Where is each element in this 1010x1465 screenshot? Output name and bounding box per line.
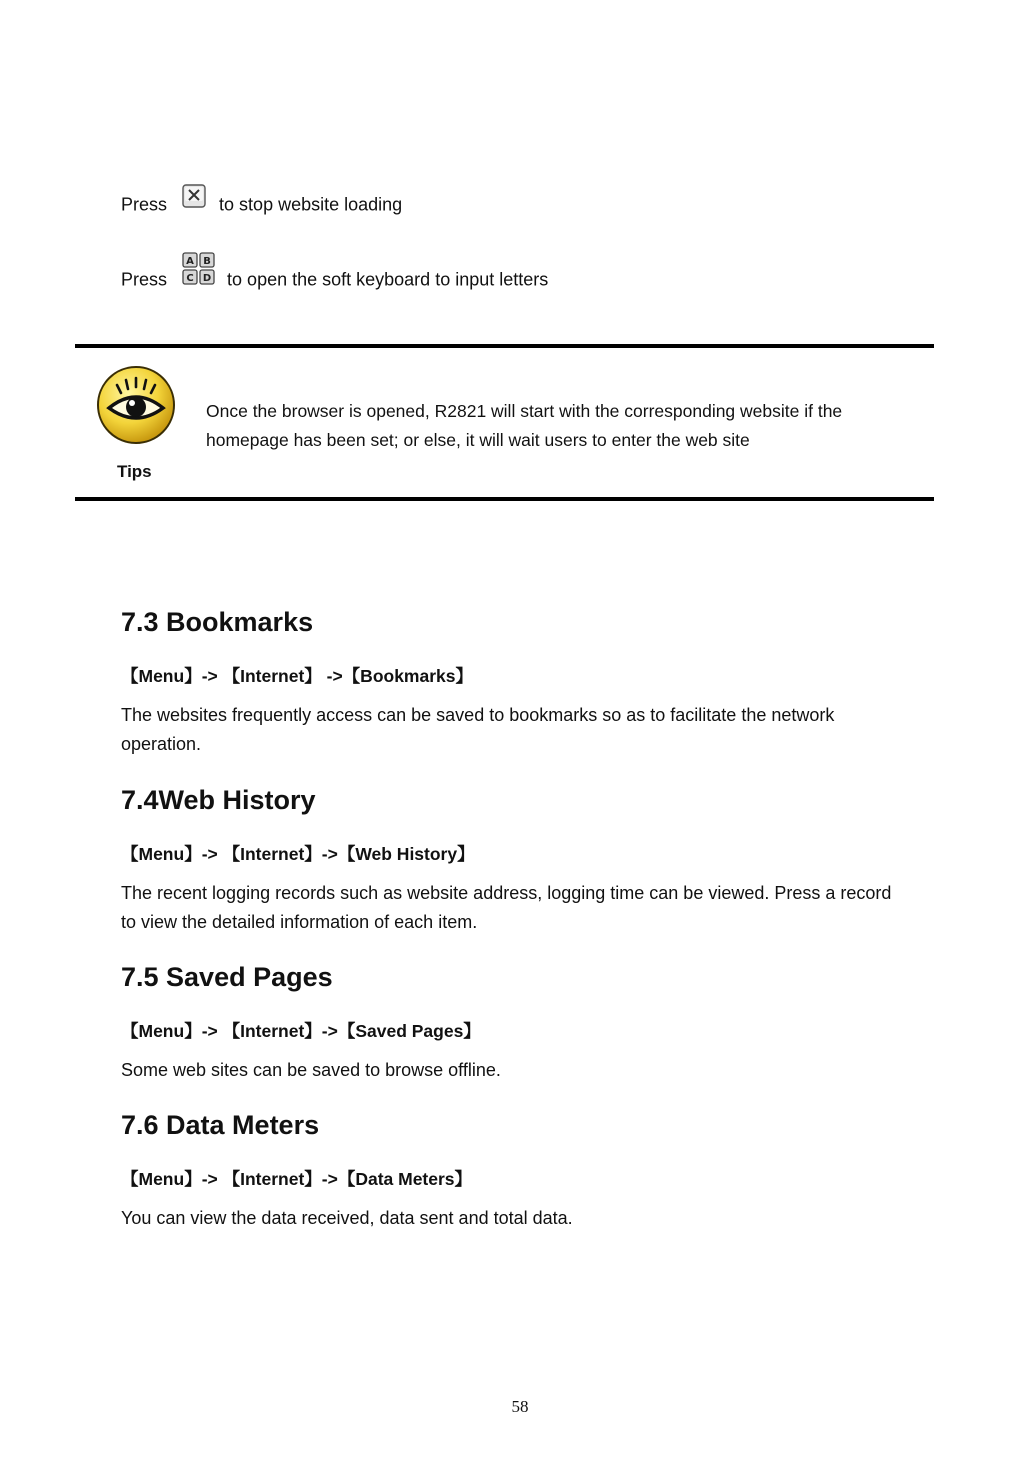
section-heading: 7.6 Data Meters <box>121 1110 320 1140</box>
tips-top-rule <box>75 344 934 348</box>
soft-keyboard-icon <box>182 252 216 291</box>
key-letter: D <box>202 273 212 284</box>
section-heading: 7.3 Bookmarks <box>121 607 314 637</box>
section-heading: 7.5 Saved Pages <box>121 962 333 992</box>
press-keyboard-prefix: Press <box>121 269 168 290</box>
section-body: You can view the data received, data sent and total data. <box>121 1208 573 1228</box>
eye-icon <box>95 364 177 446</box>
menu-path: 【Menu】-> 【Internet】 ->【Bookmarks】 <box>121 666 473 686</box>
page-number: 58 <box>511 1397 529 1416</box>
tips-label: Tips <box>117 462 152 481</box>
menu-path: 【Menu】-> 【Internet】->【Web History】 <box>121 844 475 864</box>
key-letter: C <box>186 273 194 284</box>
section-body: The recent logging records such as website address, logging time can be viewed. Press a record to view the detailed information of each item. <box>121 883 892 932</box>
key-letter: A <box>186 256 194 267</box>
press-keyboard-suffix: to open the soft keyboard to input letters <box>227 269 549 290</box>
press-stop-prefix: Press <box>121 194 168 215</box>
menu-path: 【Menu】-> 【Internet】->【Saved Pages】 <box>121 1021 481 1041</box>
press-stop-suffix: to stop website loading <box>219 194 403 215</box>
press-stop-line <box>121 190 402 221</box>
stop-loading-icon <box>182 184 206 215</box>
tips-bottom-rule <box>75 497 934 501</box>
section-body: The websites frequently access can be saved to bookmarks so as to facilitate the network operation. <box>121 705 835 754</box>
section-heading: 7.4Web History <box>121 785 316 815</box>
press-keyboard-line <box>121 256 549 300</box>
menu-path: 【Menu】-> 【Internet】->【Data Meters】 <box>121 1169 473 1189</box>
key-letter: B <box>203 256 211 267</box>
section-body: Some web sites can be saved to browse offline. <box>121 1060 501 1080</box>
tips-text: Once the browser is opened, R2821 will start with the corresponding website if the homepage has been set; or else, it will wait users to enter the web site <box>206 401 843 450</box>
